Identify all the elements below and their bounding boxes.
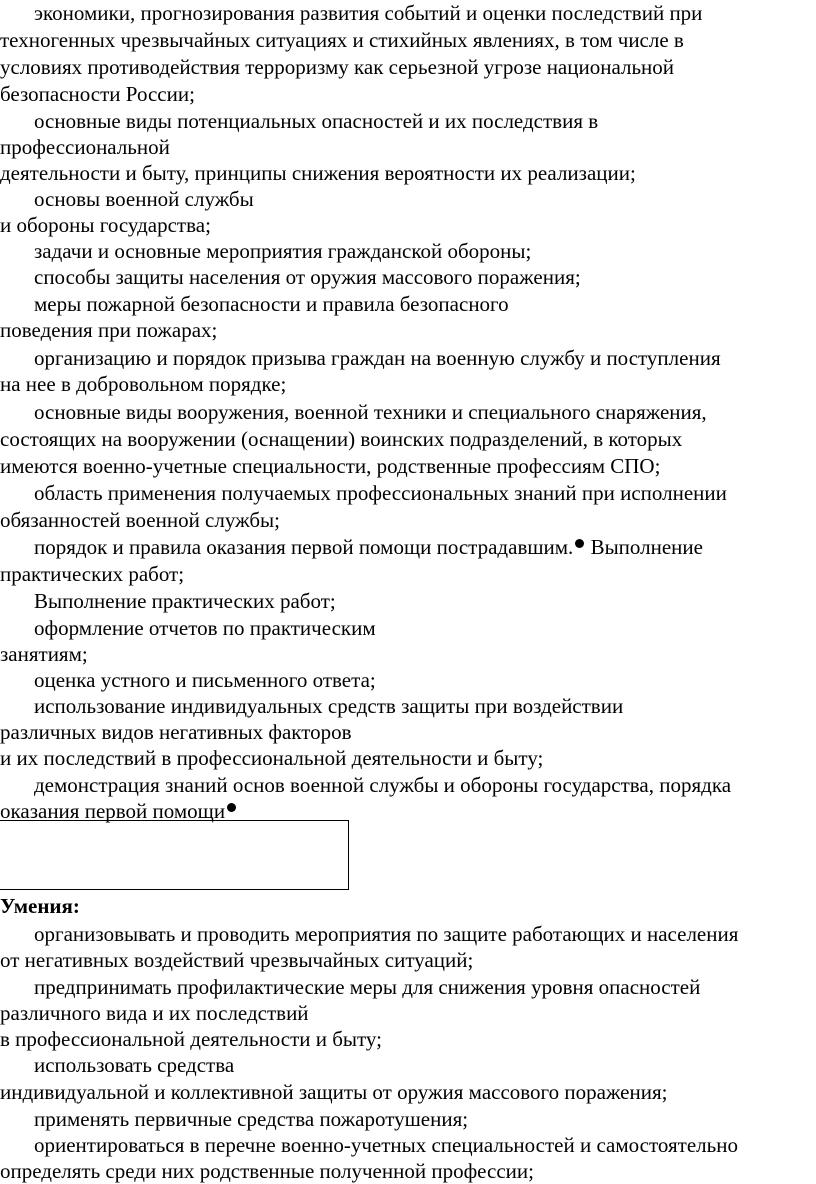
text-line: ориентироваться в перечне военно-учетных специальностей и самостоятельно (34, 1133, 738, 1157)
text-line: и обороны государства; (0, 213, 211, 237)
text-line: индивидуальной и коллективной защиты от оружия массового поражения; (0, 1080, 668, 1104)
text-line: различного вида и их последствий (0, 1001, 309, 1025)
text-line: определять среди них родственные полученной профессии; (0, 1159, 534, 1183)
text-line: поведения при пожарах; (0, 318, 218, 342)
empty-table-cell (0, 820, 349, 890)
text-line: организовывать и проводить мероприятия по защите работающих и населения (34, 922, 739, 946)
text-line: состоящих на вооружении (оснащении) воинских подразделений, в которых (0, 427, 683, 451)
text-line: деятельности и быту, принципы снижения вероятности их реализации; (0, 161, 636, 185)
text-line: использовать средства (34, 1053, 235, 1077)
text-line: меры пожарной безопасности и правила безопасного (34, 292, 509, 316)
text-line: основные виды вооружения, военной техники и специального снаряжения, (34, 400, 707, 424)
text-line: использование индивидуальных средств защиты при воздействии (34, 694, 624, 718)
text-line: оценка устного и письменного ответа; (34, 668, 376, 692)
text-line: безопасности России; (0, 82, 195, 106)
text-line: занятиям; (0, 642, 88, 666)
text-line: практических работ; (0, 562, 185, 586)
text-line: задачи и основные мероприятия гражданской обороны; (34, 239, 532, 263)
text-line: область применения получаемых профессиональных знаний при исполнении (34, 481, 727, 505)
text-segment: Выполнение (590, 535, 703, 559)
text-line: условиях противодействия терроризму как серьезной угрозе национальной (0, 55, 675, 79)
text-line: и их последствий в профессиональной деятельности и быту; (0, 746, 544, 770)
bullet-icon (575, 539, 584, 548)
text-line: Выполнение практических работ; (34, 589, 336, 613)
text-line: организацию и порядок призыва граждан на военную службу и поступления (34, 346, 721, 370)
bullet-icon (227, 803, 236, 812)
text-line: предпринимать профилактические меры для снижения уровня опасностей (34, 975, 701, 999)
text-line: основы военной службы (34, 187, 254, 211)
text-line: профессиональной (0, 135, 170, 159)
text-line: способы защиты населения от оружия массового поражения; (34, 265, 581, 289)
text-line: имеются военно-учетные специальности, родственные профессиям СПО; (0, 454, 661, 478)
text-line: техногенных чрезвычайных ситуациях и стихийных явлениях, в том числе в (0, 28, 684, 52)
skills-heading: Умения: (0, 894, 80, 918)
text-segment: порядок и правила оказания первой помощи пострадавшим. (34, 535, 574, 559)
text-line: различных видов негативных факторов (0, 720, 352, 744)
text-line: оформление отчетов по практическим (34, 616, 376, 640)
text-line-with-bullet (34, 534, 703, 560)
text-line: демонстрация знаний основ военной службы и обороны государства, порядка (34, 773, 732, 797)
text-line: от негативных воздействий чрезвычайных ситуаций; (0, 948, 474, 972)
text-line: основные виды потенциальных опасностей и их последствия в (34, 109, 599, 133)
text-line: на нее в добровольном порядке; (0, 372, 287, 396)
text-line: экономики, прогнозирования развития событий и оценки последствий при (34, 1, 703, 25)
text-line: обязанностей военной службы; (0, 508, 280, 532)
text-segment: оказания первой помощи (0, 799, 226, 823)
text-line: в профессиональной деятельности и быту; (0, 1027, 382, 1051)
text-line: применять первичные средства пожаротушения; (34, 1107, 469, 1131)
